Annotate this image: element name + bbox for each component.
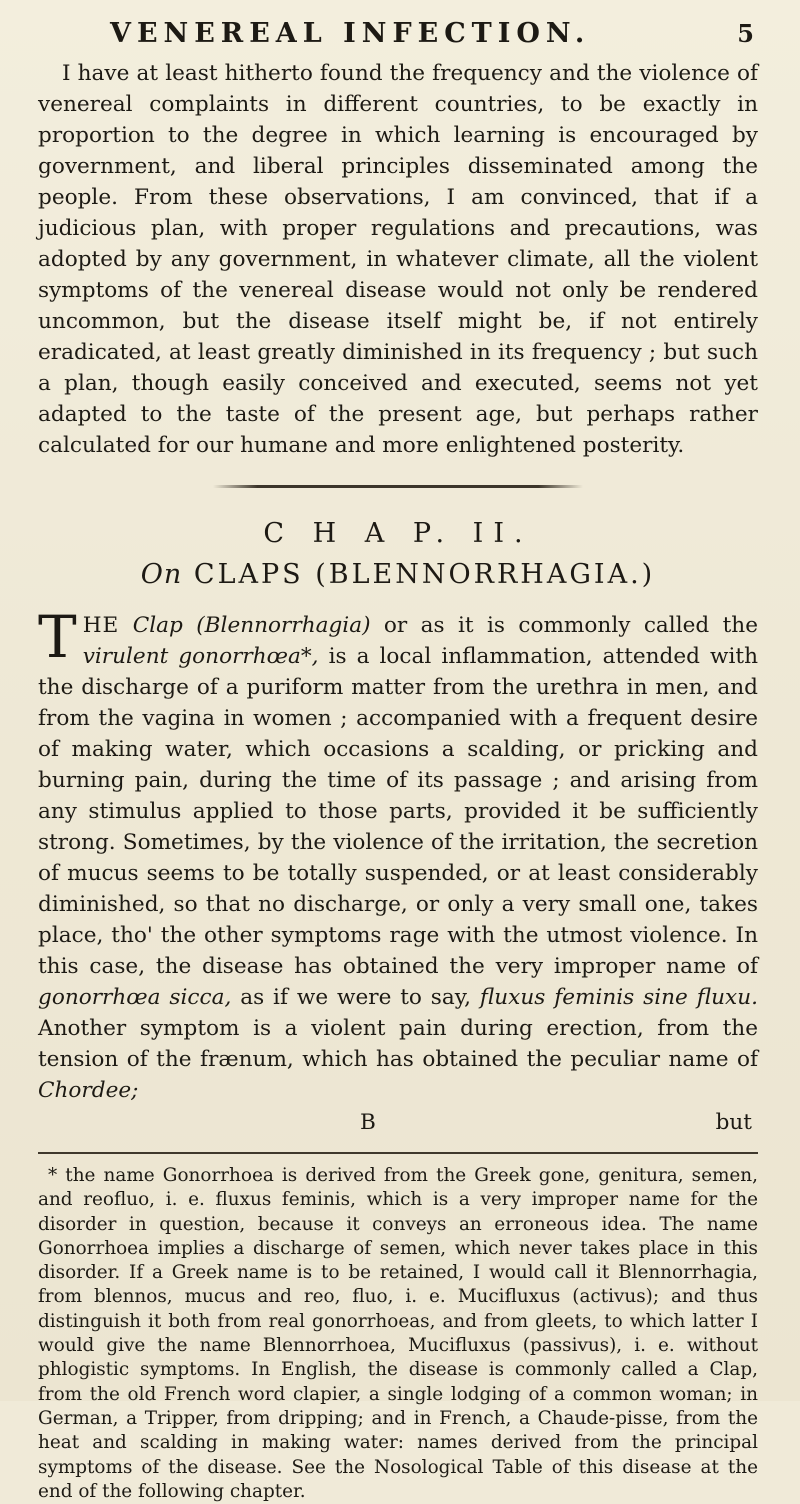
intro-paragraph: I have at least hitherto found the frequency and the violence of venereal complaints in different countries, to be exactly in proportion to the degree in which learning is encouraged by government, and liberal principles disseminated among the people. From these observations, I am convinced, that if a judicious plan, with proper regulations and precautions, was adopted by any government, in whatever climate, all the violent symptoms of the venereal disease would not only be rendered uncommon, but the disease itself might be, if not entirely eradicated, at least greatly diminished in its frequency ; but such a plan, though easily conceived and executed, seems not yet adapted to the taste of the present age, but perhaps rather calculated for our humane and more enlightened posterity. bbox=[38, 61, 758, 458]
drop-cap: T bbox=[38, 603, 77, 671]
lead-in: HE bbox=[82, 613, 120, 638]
text-part-3: Another symptom is a violent pain during erection, from the tension of the frænum, which has obtained the peculiar name of bbox=[38, 1016, 758, 1072]
chapter-paragraph bbox=[38, 603, 758, 1106]
text-or-as: or as it is commonly called the bbox=[383, 613, 758, 638]
text-part-1: is a local inflammation, attended with the discharge of a puriform matter from the urethra in men, and from the vagina in women ; accompanied with a frequent desire of making water, which occasions a scalding, or pricking and burning pain, during the time of its passage ; and arising from any stimulus applied to those parts, provided it be sufficiently strong. Sometimes, by the violence of the irritation, the secretion of mucus seems to be totally suspended, or at least considerably diminished, so that no discharge, or only a very small one, takes place, tho' the other symptoms rage with the utmost violence. In this case, the disease has obtained the very improper name of bbox=[38, 644, 758, 979]
ornamental-divider bbox=[213, 485, 583, 488]
chapter-heading: C H A P. II. bbox=[263, 518, 533, 549]
term-gonorrhoea-sicca: gonorrhœa sicca, bbox=[38, 985, 232, 1010]
chapter-title-on: On bbox=[140, 559, 183, 590]
chapter-title-rest: CLAPS (BLENNORRHAGIA.) bbox=[193, 559, 656, 590]
page-number: 5 bbox=[737, 19, 754, 48]
running-head bbox=[38, 18, 758, 58]
chapter-title bbox=[38, 559, 758, 590]
text-part-2: as if we were to say, bbox=[240, 985, 471, 1010]
term-clap: Clap bbox=[132, 613, 183, 638]
term-blennorrhagia: (Blennorrhagia) bbox=[196, 613, 371, 638]
signature-mark: B bbox=[360, 1110, 376, 1135]
running-title: VENEREAL INFECTION. bbox=[110, 18, 591, 49]
term-virulent: virulent gonorrhœa*, bbox=[82, 644, 319, 669]
catch-row bbox=[38, 1110, 758, 1144]
footnote-rule bbox=[38, 1152, 758, 1154]
term-fluxus: fluxus feminis sine fluxu. bbox=[479, 985, 758, 1010]
term-chordee: Chordee; bbox=[38, 1078, 139, 1103]
catchword: but bbox=[715, 1110, 752, 1135]
footnote: * the name Gonorrhoea is derived from the Greek gone, genitura, semen, and reofluo, i. e. fluxus feminis, which is a very improper name for the disorder in question, because it conveys an erroneous idea. The name Gonorrhoea implies a discharge of semen, which never takes place in this disorder. If a Greek name is to be retained, I would call it Blennorrhagia, from blennos, mucus and reo, fluo, i. e. Mucifluxus (activus); and thus distinguish it both from real gonorrhoeas, and from gleets, to which latter I would give the name Blennorrhoea, Mucifluxus (passivus), i. e. without phlogistic symptoms. In English, the disease is commonly called a Clap, from the old French word clapier, a single lodging of a common woman; in German, a Tripper, from dripping; and in French, a Chaude-pisse, from the heat and scalding in making water: names derived from the principal symptoms of the disease. See the Nosological Table of this disease at the end of the following chapter. bbox=[38, 1165, 758, 1502]
